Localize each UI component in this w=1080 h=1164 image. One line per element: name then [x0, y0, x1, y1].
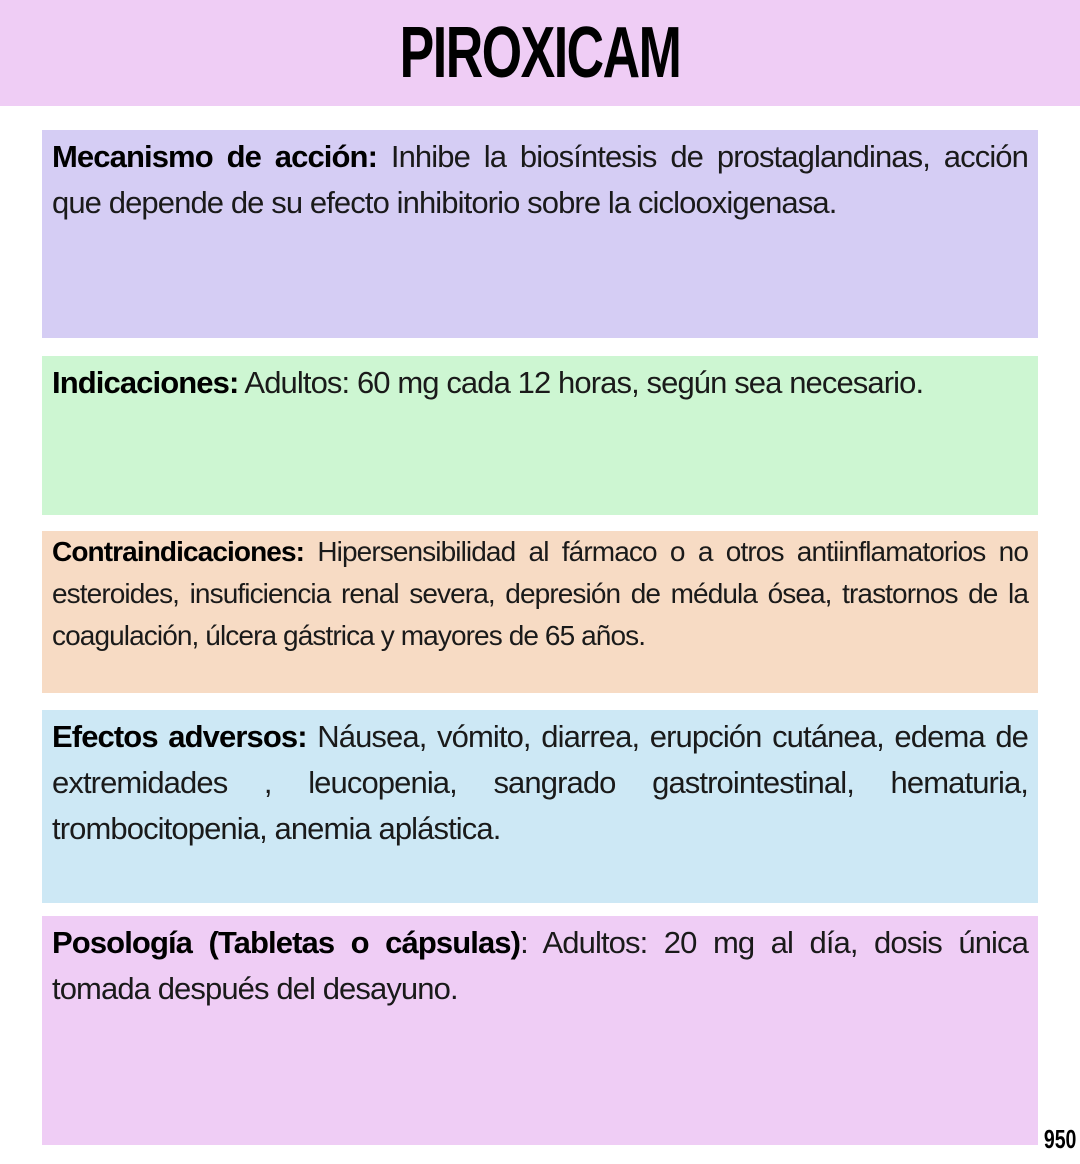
section-label: Posología (Tabletas o cápsulas) [52, 925, 521, 960]
section-label: Indicaciones: [52, 365, 239, 400]
section-text: Adultos: 60 mg cada 12 horas, según sea necesario. [238, 365, 924, 400]
section-mecanismo [42, 130, 1038, 338]
section-text: Náusea, vómito, diarrea, erupción cutánea, edema de extremidades , leucopenia, sangrado gastrointestinal, hematuria, trombocitopenia, anemia aplástica. [52, 719, 1028, 846]
section-label: Mecanismo de acción: [52, 139, 378, 174]
section-contraindicaciones [42, 531, 1038, 693]
section-body [52, 714, 1028, 852]
section-text: Hipersensibilidad al fármaco o a otros antiinflamatorios no esteroides, insuficiencia renal severa, depresión de médula ósea, trastornos de la coagulación, úlcera gástrica y mayores de 65 años. [52, 536, 1028, 651]
section-body [52, 920, 1028, 1012]
section-text: Inhibe la biosíntesis de prostaglandinas, acción que depende de su efecto inhibitorio sobre la ciclooxigenasa. [52, 139, 1028, 220]
page-number: 950 [1043, 1124, 1076, 1154]
section-posologia [42, 916, 1038, 1145]
page-title: PIROXICAM [399, 13, 681, 93]
section-label: Contraindicaciones: [52, 536, 305, 567]
section-body [52, 134, 1028, 226]
section-label: Efectos adversos: [52, 719, 307, 754]
section-efectos-adversos [42, 710, 1038, 903]
section-text: : Adultos: 20 mg al día, dosis única tomada después del desayuno. [52, 925, 1028, 1006]
section-body [52, 531, 1028, 657]
section-body [52, 360, 1028, 406]
title-banner [0, 0, 1080, 106]
section-indicaciones [42, 356, 1038, 515]
